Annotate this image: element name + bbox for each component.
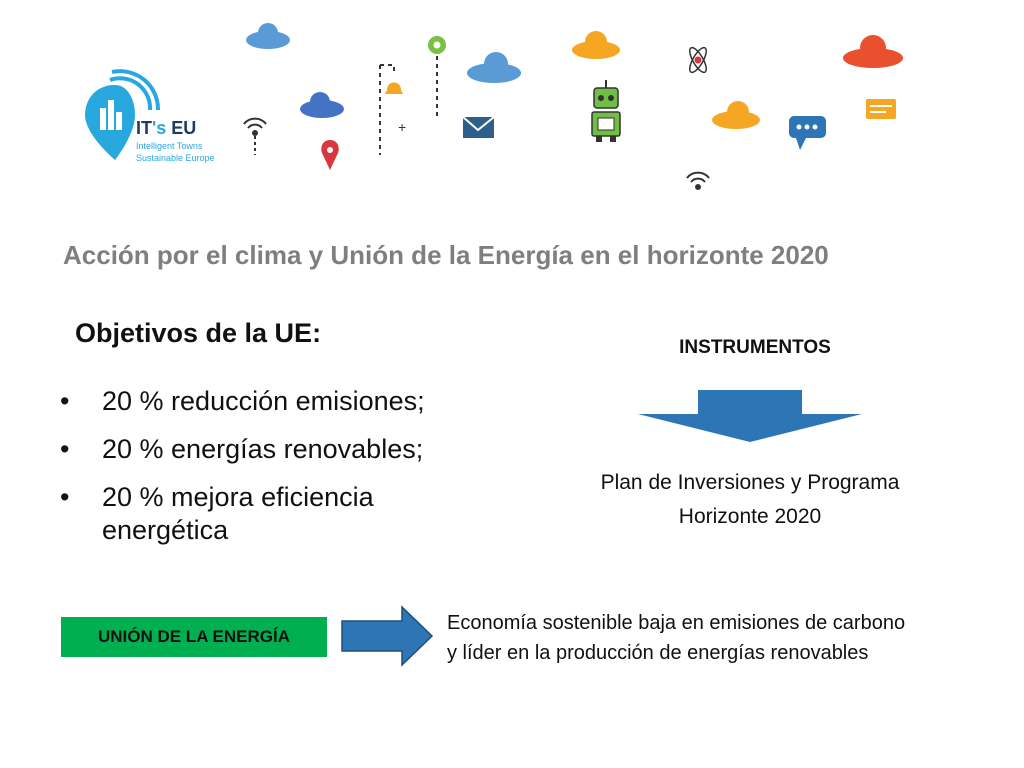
cloud-icon — [843, 35, 903, 68]
objectives-list — [60, 385, 480, 562]
cloud-icon — [246, 23, 290, 49]
union-description — [447, 608, 1007, 668]
right-arrow-icon — [340, 605, 435, 667]
robot-icon — [592, 80, 620, 142]
down-arrow-icon — [636, 390, 866, 445]
logo-brand-apostrophe: 's — [152, 118, 167, 138]
union-description-line2: y líder en la producción de energías renovables — [447, 642, 869, 664]
slide-title: Acción por el clima y Unión de la Energía en el horizonte 2020 — [63, 240, 829, 270]
objectives-heading: Objetivos de la UE: — [75, 318, 322, 348]
wifi-icon — [244, 119, 266, 155]
svg-text:+: + — [398, 119, 407, 135]
chat-icon — [789, 116, 826, 150]
bell-icon — [380, 65, 406, 155]
logo-brand-suffix: EU — [166, 118, 197, 138]
plan-text — [560, 466, 940, 534]
instruments-label: INSTRUMENTOS — [679, 337, 831, 358]
atom-icon — [687, 45, 710, 74]
header-illustration — [0, 0, 1024, 200]
cloud-icon — [712, 101, 760, 129]
cloud-icon — [572, 31, 620, 59]
wifi-icon — [687, 173, 709, 189]
mail-icon — [463, 117, 494, 138]
energy-union-badge: UNIÓN DE LA ENERGÍA — [61, 617, 327, 657]
union-description-line1: Economía sostenible baja en emisiones de carbono — [447, 612, 906, 634]
logo-brand-prefix: IT — [136, 118, 152, 138]
list-item: • 20 % mejora eficiencia energética — [60, 481, 480, 547]
cloud-icon — [300, 92, 344, 118]
list-item: • 20 % energías renovables; — [60, 433, 480, 466]
logo-subtitle-line2: Sustainable Europe — [136, 153, 215, 163]
card-icon — [866, 99, 896, 119]
cloud-icon — [467, 52, 521, 83]
logo-brand — [136, 118, 196, 139]
plan-line2: Horizonte 2020 — [678, 505, 822, 528]
location-pin-icon — [321, 140, 338, 170]
list-item: • 20 % reducción emisiones; — [60, 385, 480, 418]
plan-line1: Plan de Inversiones y Programa — [600, 471, 900, 494]
logo-subtitle-line1: Intelligent Towns — [136, 141, 203, 151]
gear-icon — [428, 36, 446, 118]
